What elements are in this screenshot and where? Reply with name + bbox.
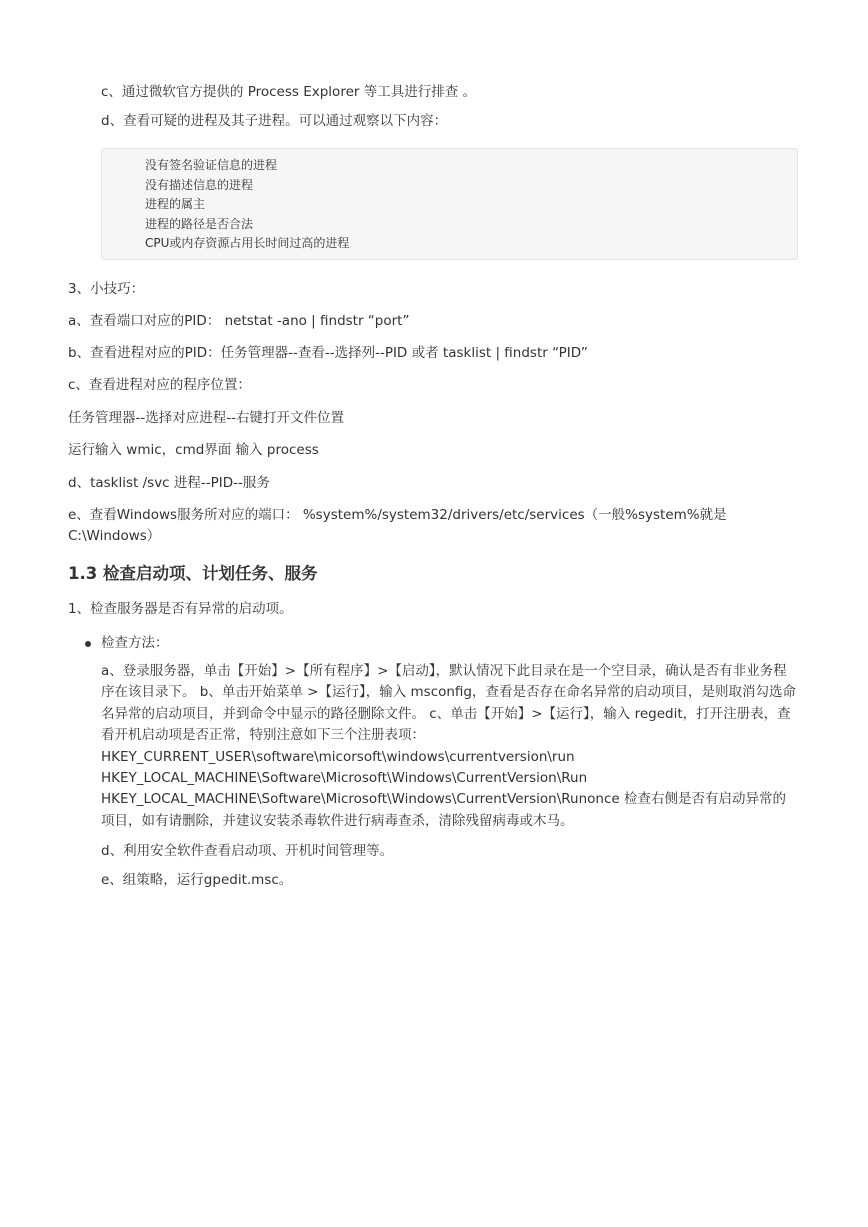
tip-d: d、tasklist /svc 进程--PID--服务: [68, 475, 270, 491]
section-intro: 1、检查服务器是否有异常的启动项。: [68, 601, 293, 617]
item-d-security-software: d、利用安全软件查看启动项、开机时间管理等。: [101, 843, 394, 859]
tip-c-line-2: 运行输入 wmic，cmd界面 输入 process: [68, 442, 319, 458]
check-method-body: [101, 661, 799, 832]
registry-key-1: HKEY_CURRENT_USER\software\micorsoft\windows\currentversion\run: [101, 748, 575, 765]
code-block: [101, 148, 798, 260]
section-title: 1.3 检查启动项、计划任务、服务: [68, 564, 318, 583]
tip-a: a、查看端口对应的PID： netstat -ano | findstr “port”: [68, 313, 410, 329]
registry-key-3: HKEY_LOCAL_MACHINE\Software\Microsoft\Windows\CurrentVersion\Runonce 检查右侧是否有启动异常的项目，如有请删除，并建议安装杀毒软件进行病毒查杀，清除残留病毒或木马。: [101, 791, 786, 829]
tip-c: c、查看进程对应的程序位置：: [68, 377, 251, 393]
tip-c-line-1: 任务管理器--选择对应进程--右键打开文件位置: [68, 410, 344, 426]
registry-key-2: HKEY_LOCAL_MACHINE\Software\Microsoft\Windows\CurrentVersion\Run: [101, 770, 588, 787]
code-line: 进程的路径是否合法: [145, 216, 254, 231]
tip-b: b、查看进程对应的PID：任务管理器--查看--选择列--PID 或者 tasklist | findstr “PID”: [68, 345, 588, 361]
code-line: 没有签名验证信息的进程: [145, 158, 278, 172]
item-e-gpedit: e、组策略，运行gpedit.msc。: [101, 872, 293, 888]
code-line: CPU或内存资源占用长时间过高的进程: [145, 236, 350, 250]
code-line: 没有描述信息的进程: [145, 177, 254, 192]
item-c-process-explorer: c、通过微软官方提供的 Process Explorer 等工具进行排查 。: [101, 84, 477, 100]
check-method-label: 检查方法：: [101, 635, 169, 651]
tips-heading: 3、小技巧：: [68, 281, 145, 297]
check-method-steps: a、登录服务器，单击【开始】>【所有程序】>【启动】，默认情况下此目录在是一个空目录，确认是否有非业务程序在该目录下。 b、单击开始菜单 >【运行】，输入 msconfig，查看是否存在命名异常的启动项目，是则取消勾选命名异常的启动项目，并到命令中显示的路径删除文件。 c、单击【开始】>【运行】，输入 regedit，打开注册表，查看开机启动项是否正常，特别注意如下三个注册表项：: [101, 663, 796, 744]
code-line: 进程的属主: [145, 197, 206, 211]
bullet-dot-icon: [85, 641, 91, 647]
item-d-suspicious-process: d、查看可疑的进程及其子进程。可以通过观察以下内容：: [101, 113, 448, 129]
tip-e: e、查看Windows服务所对应的端口： %system%/system32/drivers/etc/services（一般%system%就是 C:\Windows）: [68, 507, 727, 544]
